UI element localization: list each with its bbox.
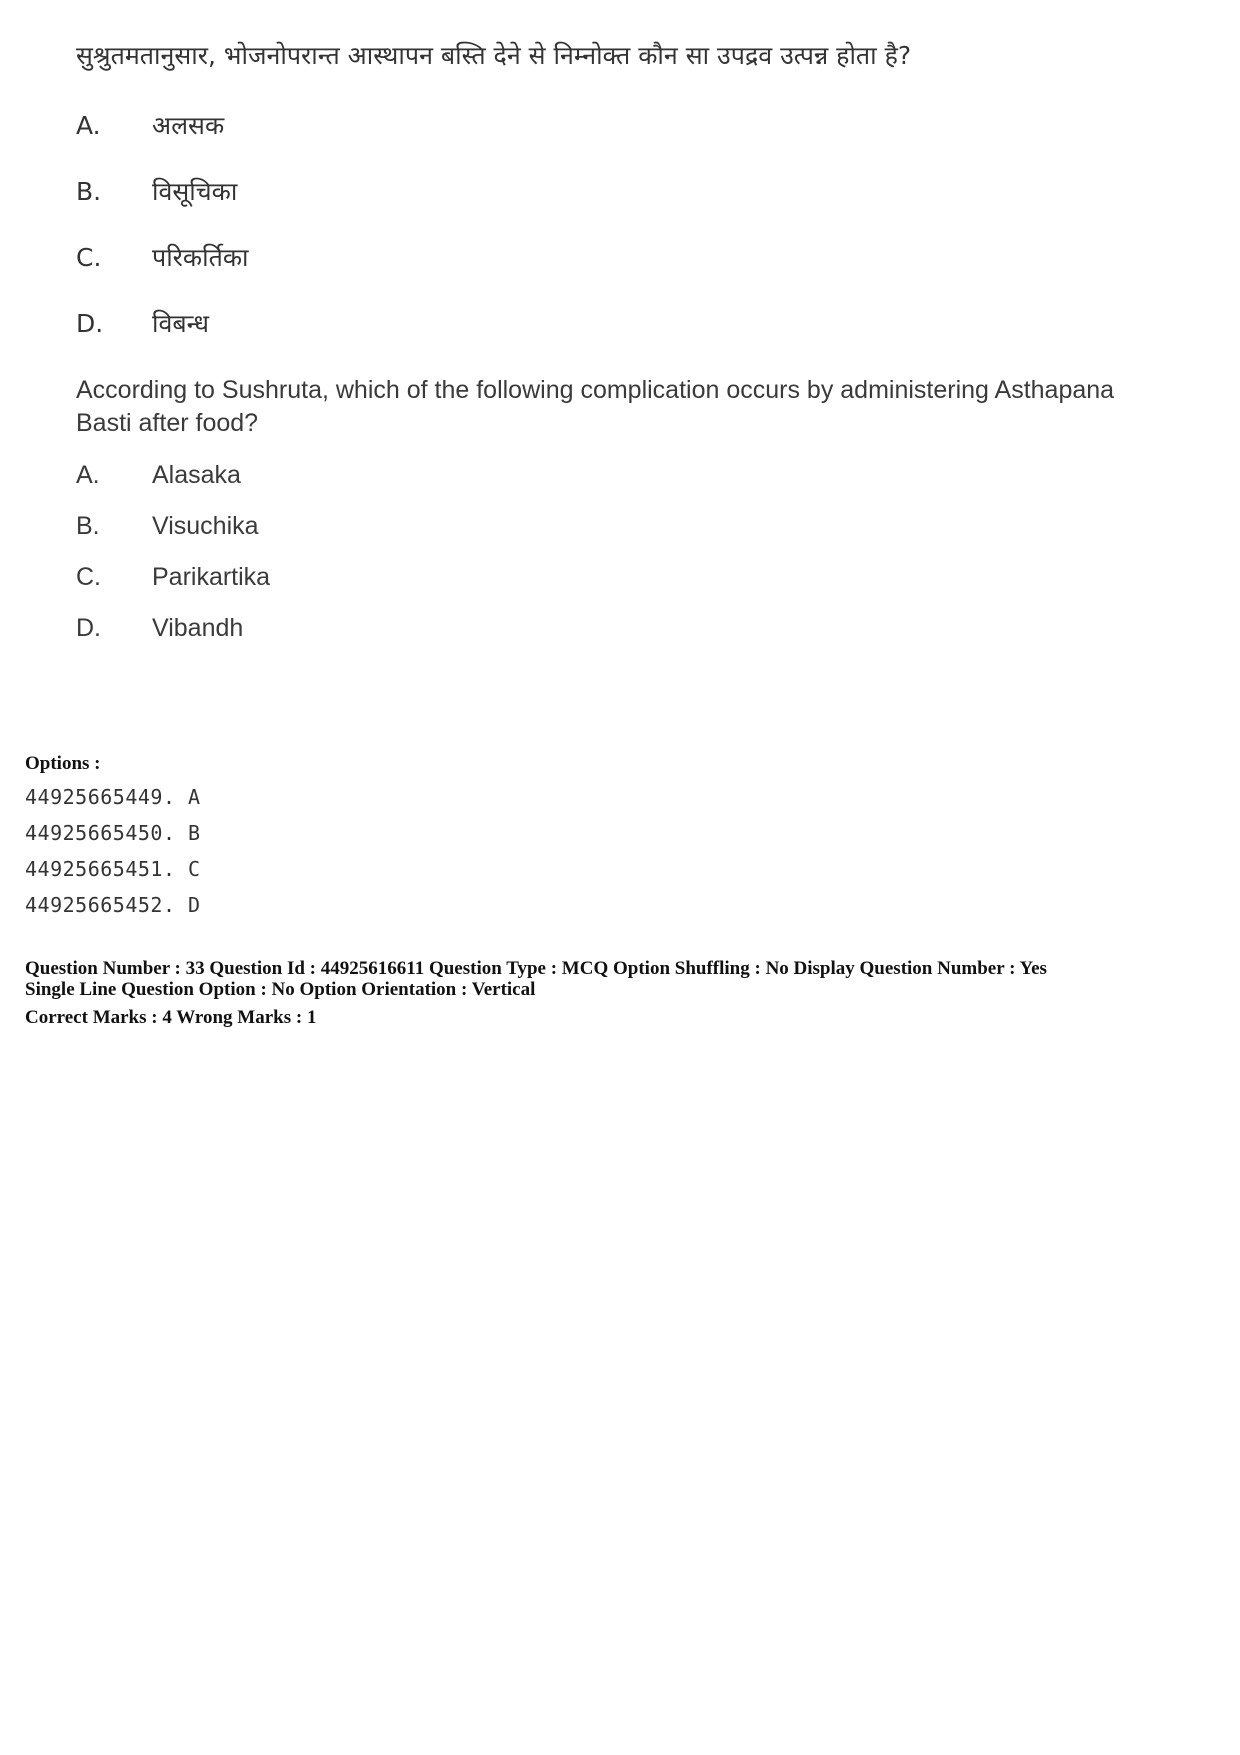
option-letter: A. [76, 461, 100, 489]
question-meta [25, 958, 1225, 1028]
hindi-option-c [76, 224, 1116, 290]
option-text: विबन्ध [152, 309, 209, 338]
option-id-row: 44925665451. C [25, 857, 201, 881]
hindi-option-d [76, 290, 1116, 356]
option-text: Visuchika [152, 512, 259, 540]
marks-line: Correct Marks : 4 Wrong Marks : 1 [25, 1007, 317, 1028]
option-text: विसूचिका [152, 177, 238, 206]
english-option-list [76, 450, 1116, 654]
option-text: Vibandh [152, 614, 244, 642]
option-text: परिकर्तिका [152, 243, 249, 272]
question-meta-line: Question Number : 33 Question Id : 44925616611 Question Type : MCQ Option Shuffling : No Display Question Number : Yes [25, 958, 1047, 979]
option-text: Parikartika [152, 563, 271, 591]
option-letter: C. [76, 563, 101, 591]
question-meta-line: Single Line Question Option : No Option Orientation : Vertical [25, 979, 536, 1000]
option-letter: B. [76, 176, 102, 206]
option-letter: D. [76, 308, 104, 338]
english-option-c [76, 552, 1116, 603]
option-text: अलसक [152, 111, 225, 140]
english-option-b [76, 501, 1116, 552]
option-text: Alasaka [152, 461, 241, 489]
question-text-hindi: सुश्रुतमतानुसार, भोजनोपरान्त आस्थापन बस्ति देने से निम्नोक्त कौन सा उपद्रव उत्पन्न होता है? [76, 41, 912, 70]
hindi-option-b [76, 158, 1116, 224]
hindi-option-a [76, 92, 1116, 158]
english-option-d [76, 603, 1116, 654]
option-letter: B. [76, 512, 100, 540]
question-image [76, 38, 1116, 654]
question-text-english: According to Sushruta, which of the following complication occurs by administering Asthapana Basti after food? [76, 376, 1115, 437]
options-section [25, 752, 1215, 923]
option-id-row: 44925665450. B [25, 821, 201, 845]
hindi-option-list [76, 92, 1116, 356]
option-letter: C. [76, 242, 102, 272]
option-id-row: 44925665449. A [25, 785, 201, 809]
option-letter: D. [76, 614, 101, 642]
options-heading: Options : [25, 753, 101, 774]
option-id-row: 44925665452. D [25, 893, 201, 917]
option-letter: A. [76, 110, 101, 140]
english-option-a [76, 450, 1116, 501]
